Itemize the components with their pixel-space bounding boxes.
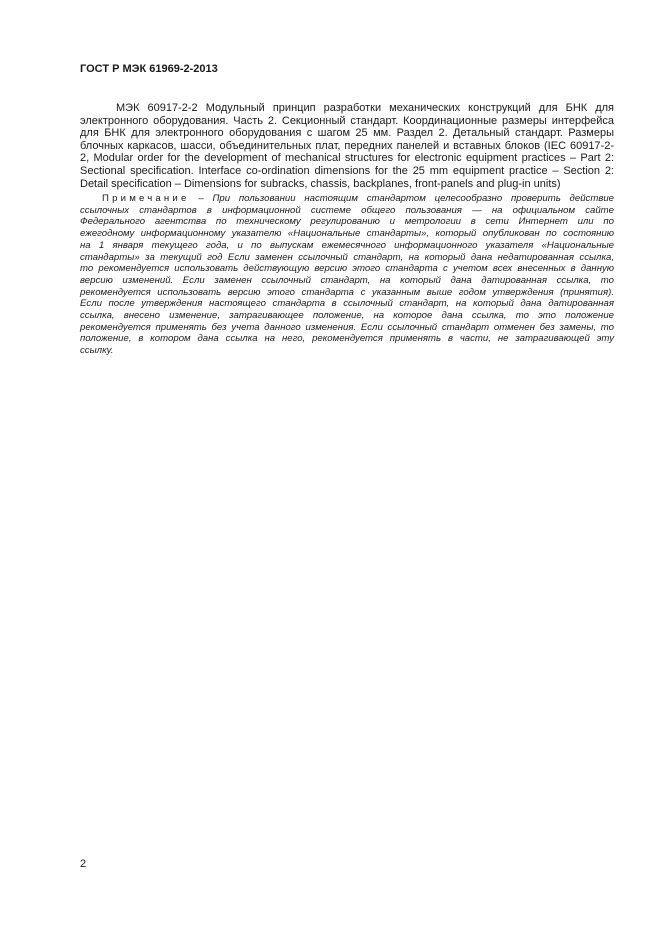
text-line: блочных каркасов, шасси, объединительных плат, передних панелей и вставных блоков (IEC 60917-2- — [80, 139, 614, 152]
text-line: ежегодному информационному указателю «Национальные стандарты», который опубликован по состоянию — [80, 228, 614, 240]
text-line: Sectional specification. Interface co-ordination dimensions for the 25 mm equipment practice – Section 2: — [80, 164, 614, 177]
text-line: 2, Modular order for the development of mechanical structures for electronic equipment practices – Part 2: — [80, 152, 614, 165]
note-first-line — [80, 193, 614, 205]
text-line: положение, в котором дана ссылка на него, рекомендуется применять в части, не затрагивающей эту — [80, 333, 614, 345]
document-header: ГОСТ Р МЭК 61969-2-2013 — [80, 63, 218, 75]
text-line: рекомендуется применять без учета данного изменения. Если ссылочный стандарт отменен без замены, то — [80, 321, 614, 333]
text-line: Если после утверждения настоящего стандарта в ссылочный стандарт, на который дана датированная — [80, 298, 614, 310]
note-block — [80, 193, 614, 357]
text-line: МЭК 60917-2-2 Модульный принцип разработки механических конструкций для БНК для — [116, 102, 614, 114]
text-line: рекомендуется использовать версию этого стандарта с указанным выше годом утверждения (принятия). — [80, 286, 614, 298]
text-line: для БНК для электронного оборудования с шагом 25 мм. Раздел 2. Детальный стандарт. Размеры — [80, 127, 614, 140]
text-line: на 1 января текущего года, и по выпускам ежемесячного информационного указателя «Национальные — [80, 239, 614, 251]
page-number: 2 — [80, 858, 87, 870]
text-line: стандарты» за текущий год Если заменен ссылочный стандарт, на который дана недатированная ссылка, — [80, 251, 614, 263]
note-text: – При пользовании настоящим стандартом целесообразно проверить действие — [189, 193, 614, 204]
text-line: то рекомендуется использовать действующую версию этого стандарта с учетом всех внесенных в данную — [80, 263, 614, 275]
text-line: электронного оборудования. Часть 2. Секционный стандарт. Координационные размеры интерфейса — [80, 114, 614, 127]
text-line: Detail specification – Dimensions for subracks, chassis, backplanes, front-panels and plug-in units) — [80, 177, 561, 190]
note-label: Примечание — [102, 193, 190, 204]
text-line: версию изменений. Если заменен ссылочный стандарт, на который дана датированная ссылка, то — [80, 274, 614, 286]
text-line: ссылочных стандартов в информационной системе общего пользования — на официальном сайте — [80, 204, 614, 216]
text-line: ссылку. — [80, 345, 114, 357]
reference-entry — [80, 102, 614, 190]
text-line: ссылка, внесено изменение, затрагивающее положение, на которое дана ссылка, то это положение — [80, 310, 614, 322]
text-line: Федерального агентства по техническому регулированию и метрологии в сети Интернет или по — [80, 216, 614, 228]
